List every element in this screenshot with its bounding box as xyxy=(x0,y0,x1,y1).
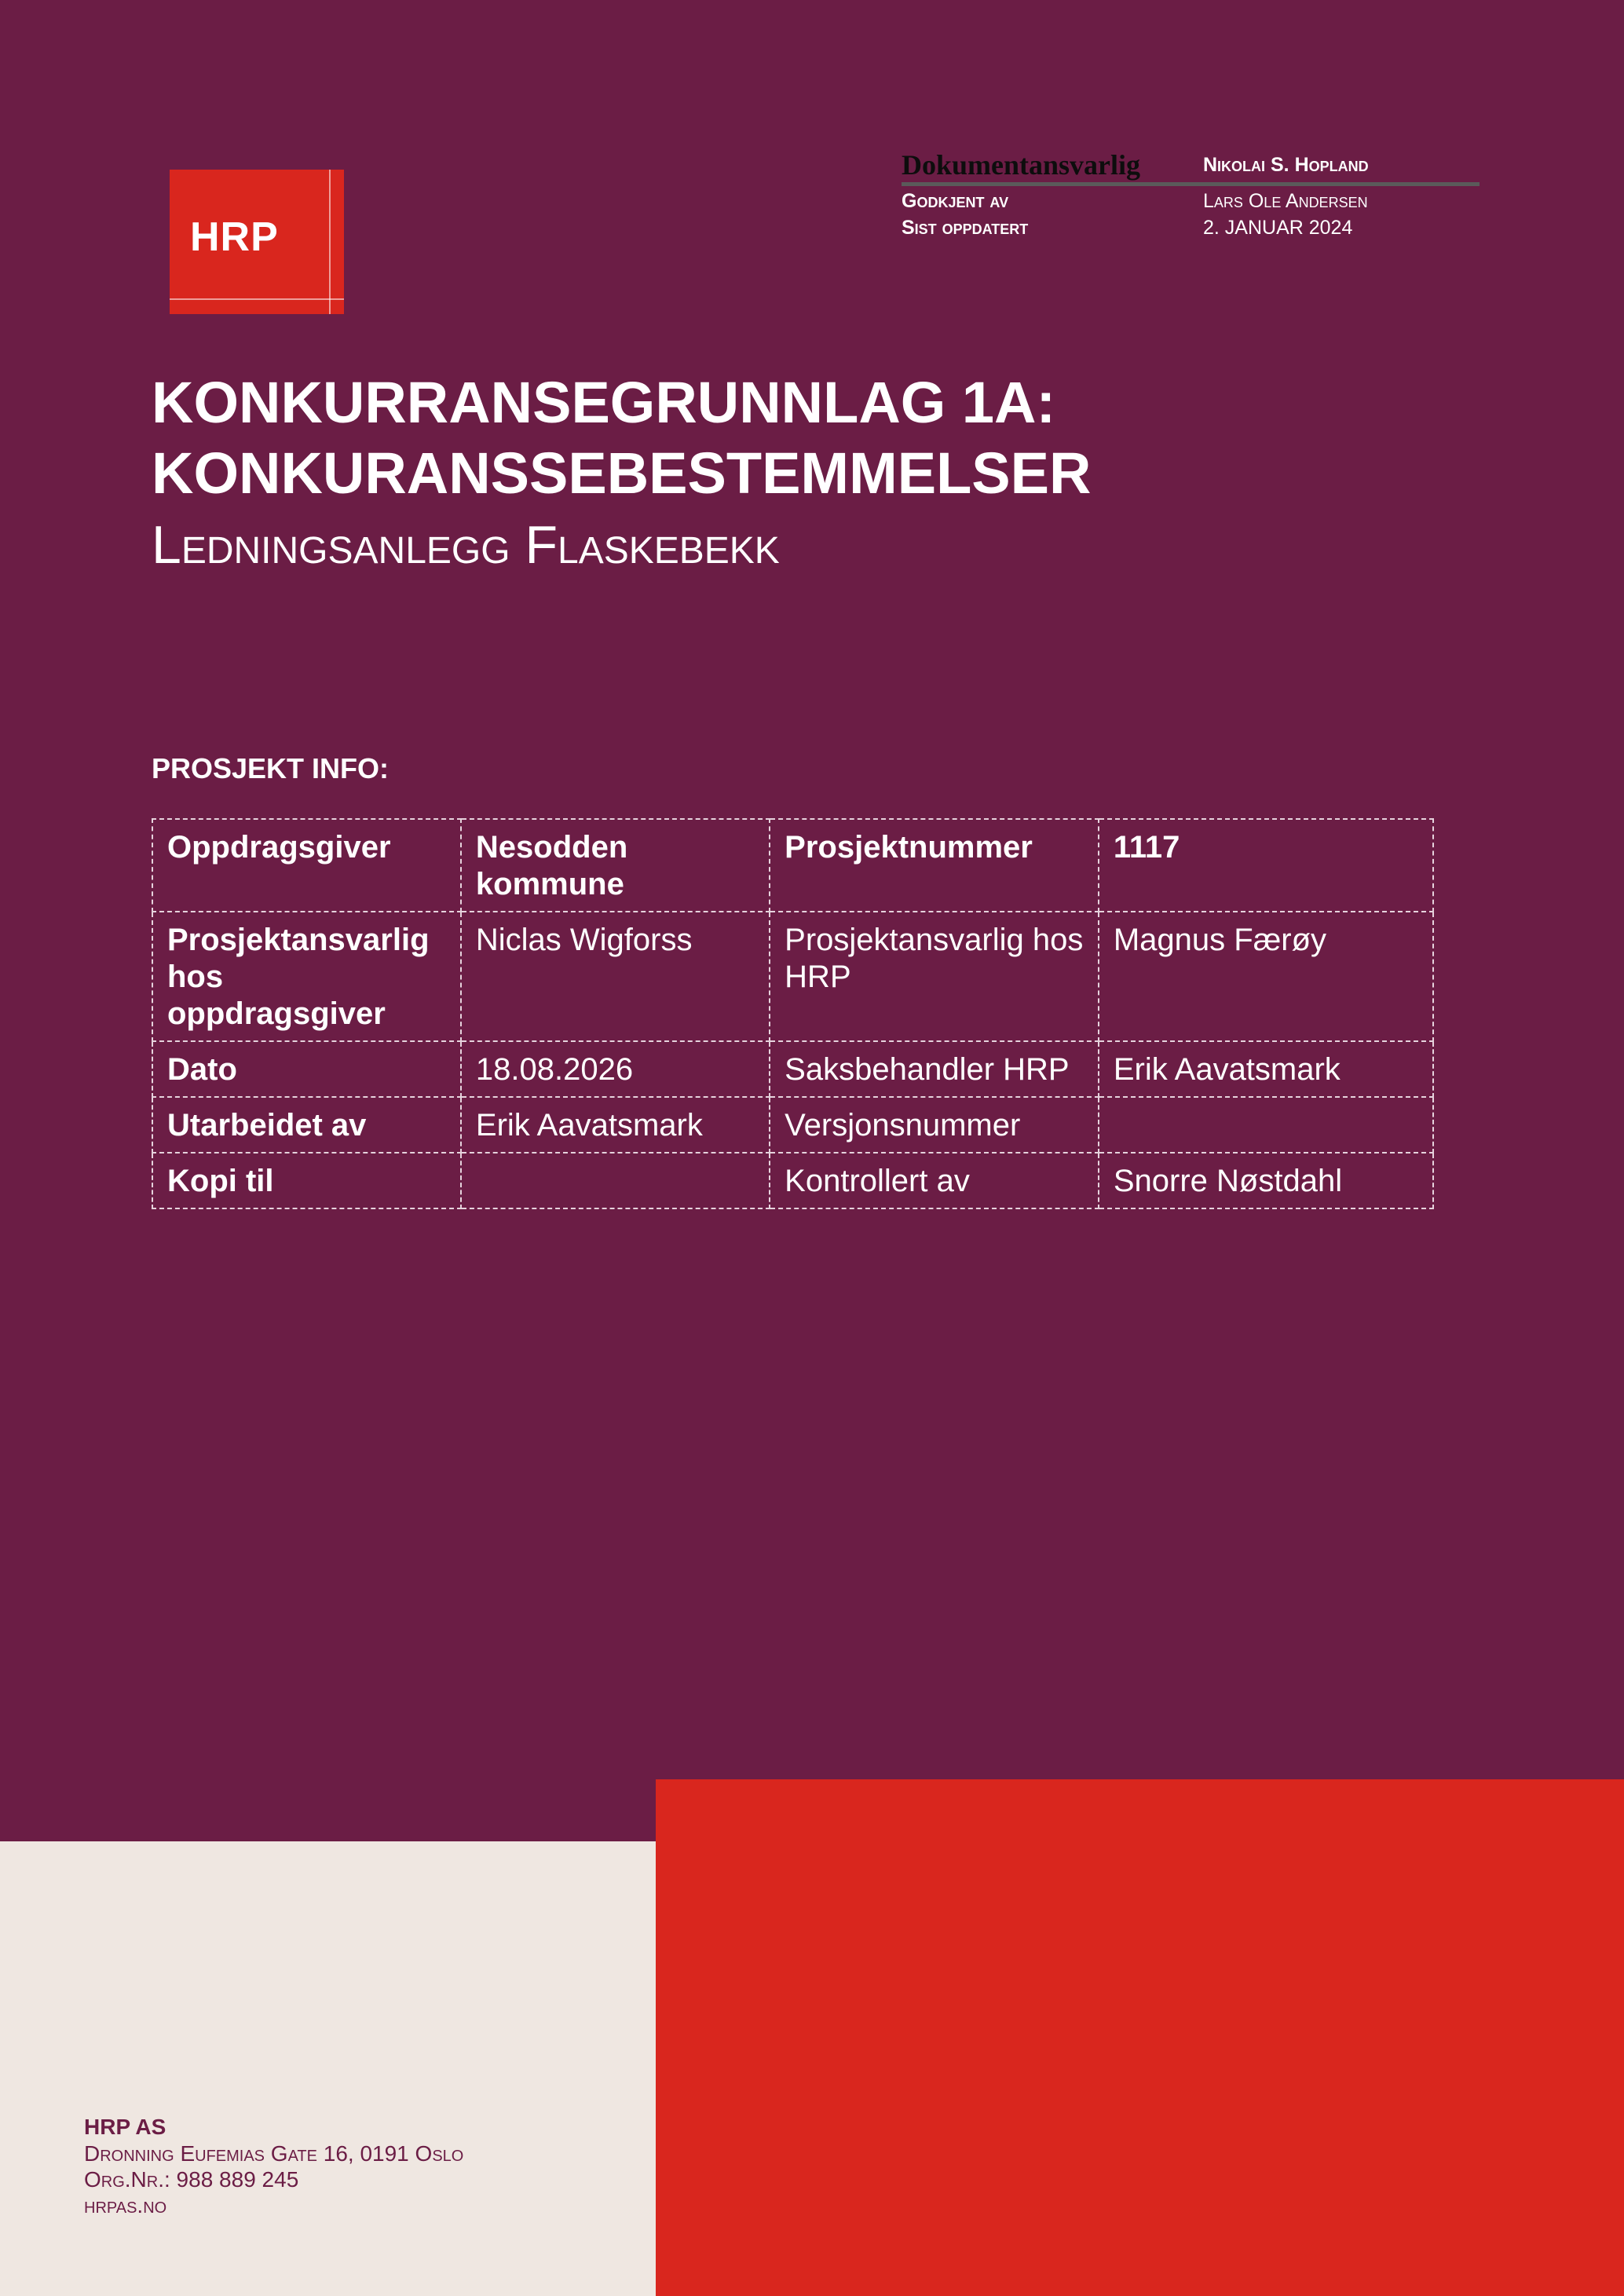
table-cell: Kontrollert av xyxy=(770,1153,1099,1208)
table-cell: Snorre Nøstdahl xyxy=(1099,1153,1433,1208)
project-info-table xyxy=(152,818,1434,1209)
document-subtitle: Ledningsanlegg Flaskebekk xyxy=(152,515,780,575)
decorative-red-block xyxy=(656,1779,1624,2296)
meta-row-responsible xyxy=(902,144,1480,185)
table-row xyxy=(152,1153,1433,1208)
company-address: Dronning Eufemias Gate 16, 0191 Oslo xyxy=(84,2141,464,2166)
table-cell: Niclas Wigforss xyxy=(461,912,770,1041)
meta-value: 2. JANUAR 2024 xyxy=(1203,217,1353,239)
table-row xyxy=(152,819,1433,912)
table-cell: Utarbeidet av xyxy=(152,1097,461,1153)
meta-value: Lars Ole Andersen xyxy=(1203,190,1368,212)
table-row xyxy=(152,912,1433,1041)
logo-text: HRP xyxy=(190,214,279,260)
table-cell xyxy=(1099,1097,1433,1153)
meta-label: Sist oppdatert xyxy=(902,217,1029,239)
table-cell: 18.08.2026 xyxy=(461,1041,770,1097)
table-cell: Prosjektnummer xyxy=(770,819,1099,912)
table-cell: Saksbehandler HRP xyxy=(770,1041,1099,1097)
footer-panel xyxy=(0,1841,656,2296)
table-cell: Erik Aavatsmark xyxy=(1099,1041,1433,1097)
company-footer xyxy=(84,2114,463,2218)
table-row xyxy=(152,1041,1433,1097)
table-cell: Prosjektansvarlig hos oppdragsgiver xyxy=(152,912,461,1041)
table-cell: Versjonsnummer xyxy=(770,1097,1099,1153)
table-cell: Nesodden kommune xyxy=(461,819,770,912)
meta-label: Godkjent av xyxy=(902,190,1009,212)
table-cell xyxy=(461,1153,770,1208)
meta-value: Nikolai S. Hopland xyxy=(1203,154,1369,176)
title-line-1: KONKURRANSEGRUNNLAG 1A: xyxy=(152,370,1056,435)
company-org-number: Org.Nr.: 988 889 245 xyxy=(84,2167,299,2192)
meta-label: Dokumentansvarlig xyxy=(902,149,1141,181)
project-info-heading: PROSJEKT INFO: xyxy=(152,752,390,784)
table-row xyxy=(152,1097,1433,1153)
table-cell: 1117 xyxy=(1099,819,1433,912)
document-title xyxy=(152,367,1487,576)
hrp-logo xyxy=(170,170,344,314)
table-cell: Kopi til xyxy=(152,1153,461,1208)
title-line-2: KONKURANSSEBESTEMMELSER xyxy=(152,441,1092,506)
meta-row-updated xyxy=(902,214,1480,241)
company-name: HRP AS xyxy=(84,2115,166,2139)
table-cell: Erik Aavatsmark xyxy=(461,1097,770,1153)
document-meta xyxy=(902,144,1480,241)
table-cell: Magnus Færøy xyxy=(1099,912,1433,1041)
table-cell: Dato xyxy=(152,1041,461,1097)
table-cell: Prosjektansvarlig hos HRP xyxy=(770,912,1099,1041)
company-website[interactable]: hrpas.no xyxy=(84,2193,167,2217)
meta-row-approved xyxy=(902,188,1480,214)
table-cell: Oppdragsgiver xyxy=(152,819,461,912)
